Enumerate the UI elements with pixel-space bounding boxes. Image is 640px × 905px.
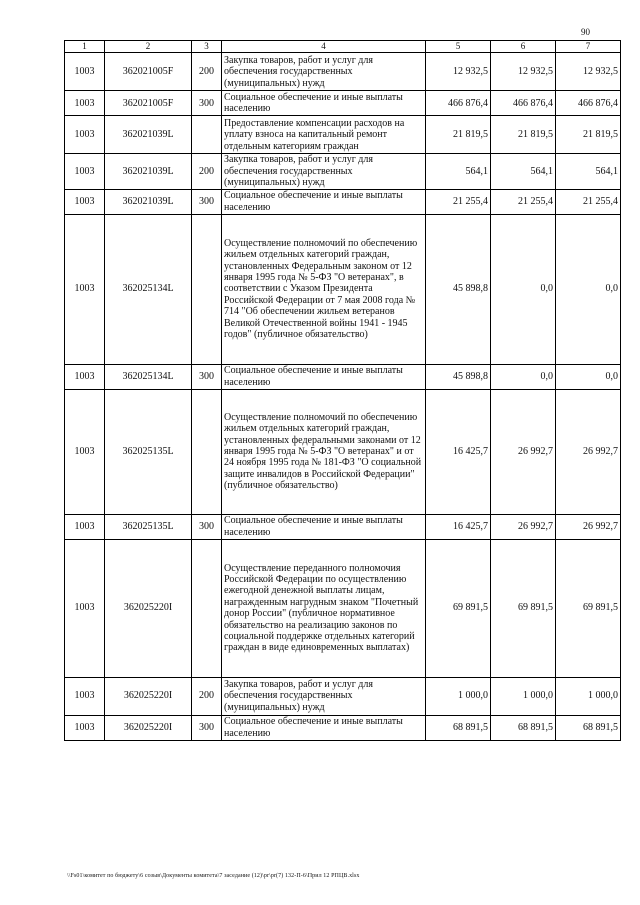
- expense-type-cell: 300: [192, 514, 222, 539]
- target-article-cell: 362025135L: [105, 389, 192, 514]
- amount-year3-cell: 0,0: [556, 214, 621, 364]
- table-row: [65, 214, 621, 364]
- description-cell: Осуществление полномочий по обеспечению жильем отдельных категорий граждан, установленных федеральными законами от 12 января 1995 года № 5-ФЗ "О ветеранах" и от 24 ноября 1995 года № 181-ФЗ "О социальной защите инвалидов в Российской Федерации" (публичное обязательство): [222, 389, 426, 514]
- description-cell: Социальное обеспечение и иные выплаты населению: [222, 91, 426, 116]
- description-cell: Осуществление переданного полномочия Российской Федерации по осуществлению ежегодной денежной выплаты лицам, награжденным нагрудным знаком "Почетный донор России" (публичное нормативное обязательство на реализацию законов по социальной поддержке отдельных категорий граждан в виде единовременных выплатах): [222, 539, 426, 677]
- amount-year3-cell: 69 891,5: [556, 539, 621, 677]
- target-article-cell: 362025220I: [105, 715, 192, 740]
- amount-year2-cell: 21 255,4: [491, 189, 556, 214]
- description-cell: Закупка товаров, работ и услуг для обеспечения государственных (муниципальных) нужд: [222, 53, 426, 91]
- expense-type-cell: [192, 214, 222, 364]
- amount-year2-cell: 0,0: [491, 214, 556, 364]
- section-code-cell: 1003: [65, 91, 105, 116]
- description-cell: Закупка товаров, работ и услуг для обеспечения государственных (муниципальных) нужд: [222, 154, 426, 189]
- section-code-cell: 1003: [65, 214, 105, 364]
- footer-file-path: \\Fs01\комитет по бюджету\6 созыв\Документы комитета\7 заседание (12)\pr\pr(7) 132-П-6\Прил 12 РПЦВ.xlsx: [67, 873, 360, 879]
- amount-year3-cell: 21 255,4: [556, 189, 621, 214]
- amount-year1-cell: 21 255,4: [426, 189, 491, 214]
- description-cell: Предоставление компенсации расходов на уплату взноса на капитальный ремонт отдельным категориям граждан: [222, 116, 426, 154]
- target-article-cell: 362025135L: [105, 514, 192, 539]
- amount-year3-cell: 564,1: [556, 154, 621, 189]
- description-cell: Социальное обеспечение и иные выплаты населению: [222, 715, 426, 740]
- table-row: [65, 154, 621, 189]
- column-header: 5: [426, 41, 491, 53]
- amount-year2-cell: 69 891,5: [491, 539, 556, 677]
- table-row: [65, 53, 621, 91]
- expense-type-cell: 200: [192, 154, 222, 189]
- column-header: 4: [222, 41, 426, 53]
- column-header: 1: [65, 41, 105, 53]
- expense-type-cell: [192, 389, 222, 514]
- target-article-cell: 362021039L: [105, 116, 192, 154]
- expense-type-cell: [192, 116, 222, 154]
- amount-year1-cell: 16 425,7: [426, 514, 491, 539]
- amount-year1-cell: 1 000,0: [426, 677, 491, 715]
- table-body: [65, 41, 621, 741]
- column-header: 7: [556, 41, 621, 53]
- description-cell: Социальное обеспечение и иные выплаты населению: [222, 364, 426, 389]
- section-code-cell: 1003: [65, 677, 105, 715]
- amount-year3-cell: 1 000,0: [556, 677, 621, 715]
- column-number-row: [65, 41, 621, 53]
- section-code-cell: 1003: [65, 715, 105, 740]
- amount-year2-cell: 0,0: [491, 364, 556, 389]
- amount-year1-cell: 45 898,8: [426, 214, 491, 364]
- table-row: [65, 514, 621, 539]
- section-code-cell: 1003: [65, 514, 105, 539]
- expense-type-cell: 300: [192, 91, 222, 116]
- target-article-cell: 362025134L: [105, 214, 192, 364]
- amount-year1-cell: 68 891,5: [426, 715, 491, 740]
- section-code-cell: 1003: [65, 189, 105, 214]
- table-row: [65, 116, 621, 154]
- target-article-cell: 362025220I: [105, 677, 192, 715]
- amount-year2-cell: 466 876,4: [491, 91, 556, 116]
- expense-type-cell: [192, 539, 222, 677]
- table-row: [65, 189, 621, 214]
- table-row: [65, 539, 621, 677]
- table-row: [65, 677, 621, 715]
- expense-type-cell: 200: [192, 677, 222, 715]
- column-header: 6: [491, 41, 556, 53]
- column-header: 2: [105, 41, 192, 53]
- description-cell: Социальное обеспечение и иные выплаты населению: [222, 189, 426, 214]
- amount-year3-cell: 0,0: [556, 364, 621, 389]
- table-row: [65, 389, 621, 514]
- table-row: [65, 91, 621, 116]
- amount-year1-cell: 69 891,5: [426, 539, 491, 677]
- amount-year1-cell: 12 932,5: [426, 53, 491, 91]
- target-article-cell: 362021005F: [105, 53, 192, 91]
- target-article-cell: 362025220I: [105, 539, 192, 677]
- amount-year2-cell: 26 992,7: [491, 514, 556, 539]
- expense-type-cell: 300: [192, 715, 222, 740]
- target-article-cell: 362021039L: [105, 189, 192, 214]
- expense-type-cell: 300: [192, 364, 222, 389]
- amount-year3-cell: 466 876,4: [556, 91, 621, 116]
- amount-year3-cell: 68 891,5: [556, 715, 621, 740]
- amount-year1-cell: 564,1: [426, 154, 491, 189]
- amount-year3-cell: 12 932,5: [556, 53, 621, 91]
- target-article-cell: 362025134L: [105, 364, 192, 389]
- amount-year1-cell: 45 898,8: [426, 364, 491, 389]
- page-number: 90: [581, 27, 590, 37]
- amount-year2-cell: 68 891,5: [491, 715, 556, 740]
- amount-year1-cell: 16 425,7: [426, 389, 491, 514]
- amount-year2-cell: 12 932,5: [491, 53, 556, 91]
- budget-table: [64, 40, 621, 741]
- amount-year1-cell: 466 876,4: [426, 91, 491, 116]
- amount-year3-cell: 26 992,7: [556, 514, 621, 539]
- expense-type-cell: 300: [192, 189, 222, 214]
- section-code-cell: 1003: [65, 539, 105, 677]
- expense-type-cell: 200: [192, 53, 222, 91]
- table-row: [65, 364, 621, 389]
- section-code-cell: 1003: [65, 53, 105, 91]
- section-code-cell: 1003: [65, 116, 105, 154]
- amount-year3-cell: 26 992,7: [556, 389, 621, 514]
- section-code-cell: 1003: [65, 154, 105, 189]
- description-cell: Закупка товаров, работ и услуг для обеспечения государственных (муниципальных) нужд: [222, 677, 426, 715]
- amount-year2-cell: 564,1: [491, 154, 556, 189]
- amount-year2-cell: 21 819,5: [491, 116, 556, 154]
- target-article-cell: 362021039L: [105, 154, 192, 189]
- section-code-cell: 1003: [65, 389, 105, 514]
- section-code-cell: 1003: [65, 364, 105, 389]
- description-cell: Социальное обеспечение и иные выплаты населению: [222, 514, 426, 539]
- amount-year2-cell: 26 992,7: [491, 389, 556, 514]
- description-cell: Осуществление полномочий по обеспечению жильем отдельных категорий граждан, установленных Федеральным законом от 12 января 1995 года № 5-ФЗ "О ветеранах", в соответствии с Указом Президента Российской Федерации от 7 мая 2008 года № 714 "Об обеспечении жильем ветеранов Великой Отечественной войны 1941 - 1945 годов" (публичное обязательство): [222, 214, 426, 364]
- target-article-cell: 362021005F: [105, 91, 192, 116]
- amount-year2-cell: 1 000,0: [491, 677, 556, 715]
- table-row: [65, 715, 621, 740]
- amount-year1-cell: 21 819,5: [426, 116, 491, 154]
- amount-year3-cell: 21 819,5: [556, 116, 621, 154]
- column-header: 3: [192, 41, 222, 53]
